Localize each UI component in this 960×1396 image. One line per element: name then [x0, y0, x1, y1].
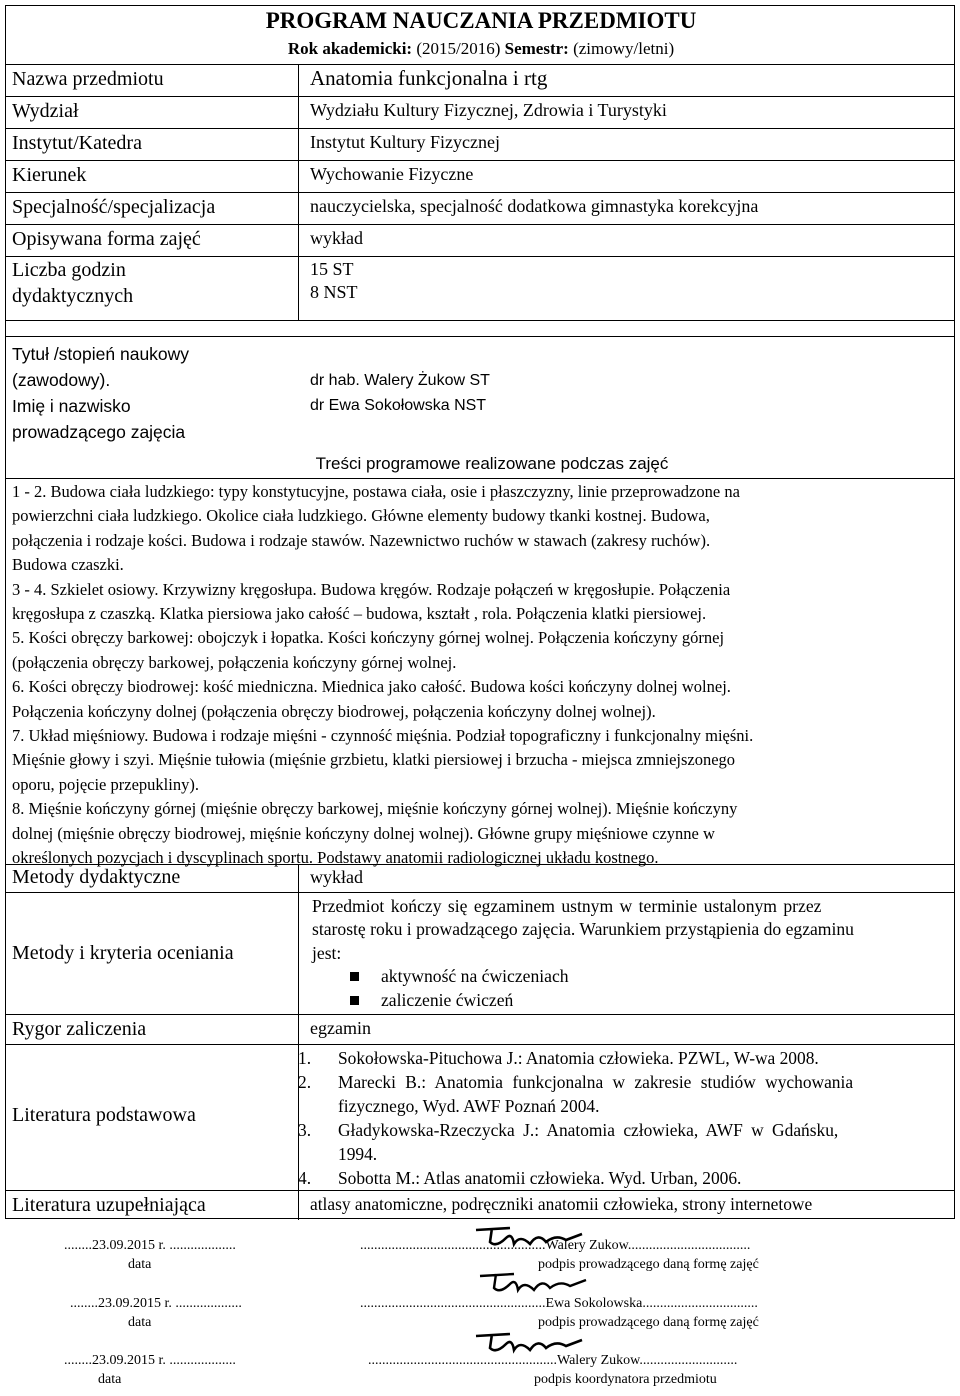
subject-name-label: Nazwa przedmiotu	[12, 68, 164, 90]
literature-item-2-num: 2.	[298, 1072, 312, 1092]
signature-1-date-caption: data	[128, 1257, 152, 1272]
content-line: określonych pozycjach i dyscyplinach sportu. Podstawy anatomii radiologicznej układu kostnego.	[12, 848, 659, 868]
assessment-label: Metody i kryteria oceniania	[12, 942, 234, 964]
signature-2-name: .....................................................Ewa Sokolowska.................................	[360, 1296, 758, 1311]
assessment-bullet-1: aktywność na ćwiczeniach	[381, 966, 569, 986]
content-line: (połączenia obręczy barkowej, połączenia kończyny górnej wolnej.	[12, 652, 457, 672]
teacher-label-line2: (zawodowy).	[12, 370, 111, 390]
hours-label-line2: dydaktycznych	[12, 285, 134, 307]
assessment-line2: starostę roku i prowadzącego zajęcia. Warunkiem przystąpienia do egzaminu	[312, 919, 854, 939]
specialization-label: Specjalność/specjalizacja	[12, 196, 216, 218]
class-form-value: wykład	[310, 228, 363, 248]
teacher-label-line3: Imię i nazwisko	[12, 396, 131, 416]
bullet-icon	[350, 972, 359, 981]
teacher-value-line1: dr hab. Walery Żukow ST	[310, 372, 490, 389]
rigor-value: egzamin	[310, 1018, 371, 1038]
teaching-methods-value: wykład	[310, 867, 363, 887]
literature-basic-label: Literatura podstawowa	[12, 1104, 196, 1126]
hours-label-line1: Liczba godzin	[12, 259, 126, 281]
literature-item-4: Sobotta M.: Atlas anatomii człowieka. Wyd. Urban, 2006.	[338, 1168, 742, 1188]
signature-2-date: ........23.09.2015 r. ...................	[70, 1296, 242, 1311]
signature-2-date-caption: data	[128, 1315, 152, 1330]
signature-2-caption: podpis prowadzącego daną formę zajęć	[538, 1315, 759, 1330]
academic-year-line	[288, 39, 674, 59]
semester-value: (zimowy/letni)	[573, 39, 675, 58]
content-line: 5. Kości obręczy barkowej: obojczyk i łopatka. Kości kończyny górnej wolnej. Połączenia kończyny górnej	[12, 628, 725, 648]
field-of-study-label: Kierunek	[12, 164, 87, 186]
literature-extra-value: atlasy anatomiczne, podręczniki anatomii człowieka, strony internetowe	[310, 1194, 813, 1214]
content-line: Połączenia kończyny dolnej (połączenia obręczy biodrowej, połączenia kończyny dolnej wolnej).	[12, 701, 656, 721]
subject-name-value: Anatomia funkcjonalna i rtg	[310, 66, 548, 90]
faculty-label: Wydział	[12, 100, 79, 122]
literature-item-1: Sokołowska-Pituchowa J.: Anatomia człowieka. PZWL, W-wa 2008.	[338, 1048, 819, 1068]
content-line: Budowa czaszki.	[12, 555, 124, 575]
literature-item-3-cont: 1994.	[338, 1144, 378, 1164]
assessment-bullet-2: zaliczenie ćwiczeń	[381, 990, 514, 1010]
content-line: 6. Kości obręczy biodrowej: kość miedniczna. Miednica jako całość. Budowa kości kończyny dolnej wolnej.	[12, 677, 731, 697]
content-line: oporu, pojęcie przepukliny).	[12, 774, 199, 794]
literature-item-3: Gładykowska-Rzeczycka J.: Anatomia człowieka, AWF w Gdańsku,	[338, 1120, 839, 1140]
teacher-label-line4: prowadzącego zajęcia	[12, 422, 186, 442]
content-line: 8. Mięśnie kończyny górnej (mięśnie obręczy barkowej, mięśnie kończyny górnej wolnej). Mięśnie kończyny	[12, 799, 738, 819]
academic-year-label: Rok akademicki:	[287, 39, 413, 58]
document-title: PROGRAM NAUCZANIA PRZEDMIOTU	[265, 8, 697, 33]
content-line: 7. Układ mięśniowy. Budowa i rodzaje mięśni - czynność mięśnia. Podział topograficzny i funkcjonalny mięśni.	[12, 726, 754, 746]
signature-1-caption: podpis prowadzącego daną formę zajęć	[538, 1257, 759, 1272]
literature-item-3-num: 3.	[298, 1120, 312, 1140]
institute-value: Instytut Kultury Fizycznej	[310, 132, 500, 152]
class-form-label: Opisywana forma zajęć	[12, 228, 201, 250]
rigor-label: Rygor zaliczenia	[12, 1018, 147, 1040]
content-line: dolnej (mięśnie obręczy biodrowej, mięśnie kończyny dolnej wolnej). Główne grupy mięśniowe czynne w	[12, 823, 715, 843]
literature-item-4-num: 4.	[298, 1168, 312, 1188]
teacher-label-line1: Tytuł /stopień naukowy	[12, 344, 190, 364]
signature-3-caption: podpis koordynatora przedmiotu	[534, 1372, 717, 1387]
signature-3-name: ......................................................Walery Zukow............................	[368, 1353, 738, 1368]
teaching-methods-label: Metody dydaktyczne	[12, 866, 181, 888]
signature-3-date: ........23.09.2015 r. ...................	[64, 1353, 236, 1368]
specialization-value: nauczycielska, specjalność dodatkowa gimnastyka korekcyjna	[310, 196, 759, 216]
content-line: 3 - 4. Szkielet osiowy. Krzywizny kręgosłupa. Budowa kręgów. Rodzaje połączeń w kręgosłupie. Połączenia	[12, 579, 731, 599]
assessment-line3: jest:	[312, 943, 342, 963]
hours-nst-value: 8 NST	[310, 282, 358, 302]
content-line: powierzchni ciała ludzkiego. Okolice ciała ludzkiego. Główne elementy budowy tkanki kostnej. Budowa,	[12, 506, 710, 526]
signature-3-date-caption: data	[98, 1372, 122, 1387]
teacher-value-line2: dr Ewa Sokołowska NST	[310, 397, 487, 414]
literature-extra-label: Literatura uzupełniająca	[12, 1194, 206, 1216]
literature-item-2: Marecki B.: Anatomia funkcjonalna w zakresie studiów wychowania	[338, 1072, 854, 1092]
literature-item-1-num: 1.	[298, 1048, 312, 1068]
program-content	[12, 480, 950, 871]
bullet-icon	[350, 996, 359, 1005]
signature-1-name: .....................................................Walery Zukow...................................	[360, 1238, 751, 1253]
literature-item-2-cont: fizycznego, Wyd. AWF Poznań 2004.	[338, 1096, 600, 1116]
assessment-line1: Przedmiot kończy się egzaminem ustnym w terminie ustalonym przez	[312, 896, 822, 916]
content-line: połączenia i rodzaje kości. Budowa i rodzaje stawów. Nazewnictwo ruchów w stawach (zakresy ruchów).	[12, 530, 711, 550]
syllabus-document	[5, 5, 955, 1219]
signature-1-date: ........23.09.2015 r. ...................	[64, 1238, 236, 1253]
faculty-value: Wydziału Kultury Fizycznej, Zdrowia i Turystyki	[310, 100, 667, 120]
signature-section	[0, 1222, 960, 1396]
content-line: kręgosłupa z czaszką. Klatka piersiowa jako całość – budowa, kształt , rola. Połączenia klatki piersiowej.	[12, 604, 707, 624]
content-heading: Treści programowe realizowane podczas zajęć	[315, 454, 669, 473]
semester-label: Semestr:	[504, 39, 569, 58]
academic-year-value: (2015/2016)	[416, 39, 501, 58]
content-line: Mięśnie głowy i szyi. Mięśnie tułowia (mięśnie grzbietu, klatki piersiowej i brzucha - miejsca zmniejszonego	[12, 750, 736, 770]
content-line: 1 - 2. Budowa ciała ludzkiego: typy konstytucyjne, postawa ciała, osie i płaszczyzny, linie przeprowadzone na	[12, 482, 740, 501]
hours-st-value: 15 ST	[310, 259, 354, 279]
institute-label: Instytut/Katedra	[12, 132, 142, 154]
field-of-study-value: Wychowanie Fizyczne	[310, 164, 474, 184]
